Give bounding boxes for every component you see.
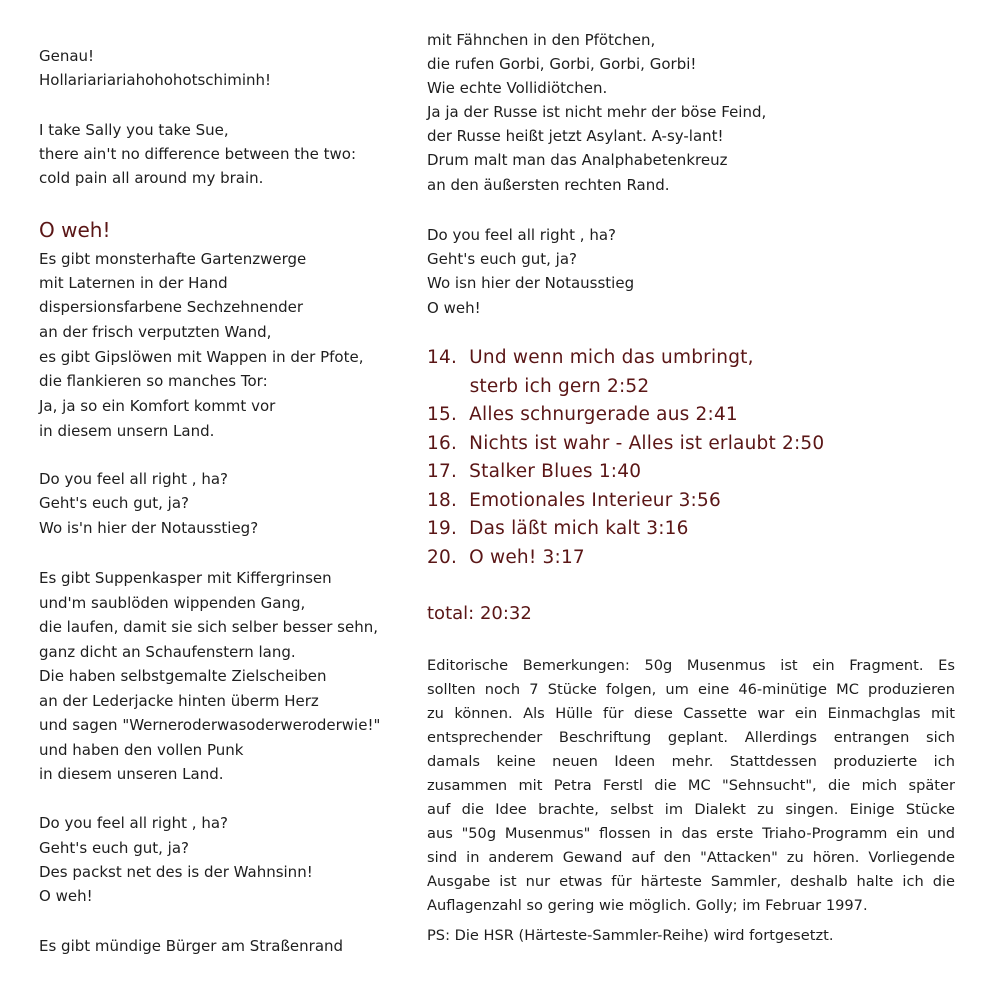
lyric-line: Geht's euch gut, ja? — [39, 839, 189, 857]
lyric-line: Hollariariariahohohotschiminh! — [39, 71, 272, 89]
notes-line: Auflagenzahl so gering wie möglich. Golly; im Februar 1997. — [427, 897, 868, 914]
track-item: 15. Alles schnurgerade aus 2:41 — [427, 404, 738, 425]
notes-line: entsprechender Beschriftung geplant. Allerdings entrangen sich — [427, 729, 955, 746]
lyric-line: I take Sally you take Sue, — [39, 121, 229, 139]
lyric-line: an den äußersten rechten Rand. — [427, 176, 670, 194]
song-title: O weh! — [39, 218, 111, 242]
notes-line: damals keine neuen Ideen mehr. Stattdessen produzierte ich — [427, 753, 955, 770]
notes-line: auf die Idee brachte, selbst im Dialekt zu singen. Einige Stücke — [427, 801, 955, 818]
track-item: 16. Nichts ist wahr - Alles ist erlaubt 2:50 — [427, 433, 825, 454]
lyric-line: und haben den vollen Punk — [39, 741, 244, 759]
track-item: 18. Emotionales Interieur 3:56 — [427, 490, 721, 511]
lyric-line: Es gibt Suppenkasper mit Kiffergrinsen — [39, 569, 332, 587]
postscript: PS: Die HSR (Härteste-Sammler-Reihe) wird fortgesetzt. — [427, 927, 834, 944]
lyric-line: Wie echte Vollidiötchen. — [427, 79, 608, 97]
lyric-line: dispersionsfarbene Sechzehnender — [39, 298, 304, 316]
lyric-line: cold pain all around my brain. — [39, 169, 264, 187]
lyric-line: ganz dicht an Schaufenstern lang. — [39, 643, 296, 661]
lyric-line: mit Laternen in der Hand — [39, 274, 228, 292]
lyric-line: in diesem unsern Land. — [39, 422, 215, 440]
lyric-line: der Russe heißt jetzt Asylant. A-sy-lant! — [427, 127, 724, 145]
lyric-line: mit Fähnchen in den Pfötchen, — [427, 31, 656, 49]
lyric-line: Do you feel all right , ha? — [427, 226, 617, 244]
lyric-line: Geht's euch gut, ja? — [427, 250, 577, 268]
track-item: sterb ich gern 2:52 — [427, 376, 650, 397]
lyric-line: an der frisch verputzten Wand, — [39, 323, 272, 341]
track-item: 20. O weh! 3:17 — [427, 547, 585, 568]
lyric-line: there ain't no difference between the two: — [39, 145, 357, 163]
notes-line: sind in anderem Gewand auf den "Attacken" zu hören. Vorliegende — [427, 849, 955, 866]
lyric-line: Drum malt man das Analphabetenkreuz — [427, 151, 728, 169]
lyric-line: Es gibt monsterhafte Gartenzwerge — [39, 250, 307, 268]
track-item: 19. Das läßt mich kalt 3:16 — [427, 518, 689, 539]
lyric-line: die laufen, damit sie sich selber besser sehn, — [39, 618, 378, 636]
lyric-line: Wo isn hier der Notausstieg — [427, 274, 635, 292]
lyric-line: Ja, ja so ein Komfort kommt vor — [39, 397, 276, 415]
lyric-line: die flankieren so manches Tor: — [39, 372, 268, 390]
total-duration: total: 20:32 — [427, 603, 532, 624]
lyric-line: Geht's euch gut, ja? — [39, 494, 189, 512]
track-item: 14. Und wenn mich das umbringt, — [427, 347, 754, 368]
lyric-line: und sagen "Werneroderwasoderweroderwie!" — [39, 716, 381, 734]
notes-line: aus "50g Musenmus" flossen in das erste Triaho-Programm ein und — [427, 825, 955, 842]
lyric-line: O weh! — [427, 299, 481, 317]
lyric-line: in diesem unseren Land. — [39, 765, 224, 783]
notes-line: zusammen mit Petra Ferstl die MC "Sehnsucht", die mich später — [427, 777, 955, 794]
notes-line: zu können. Als Hülle für diese Cassette war ein Einmachglas mit — [427, 705, 955, 722]
lyric-line: die rufen Gorbi, Gorbi, Gorbi, Gorbi! — [427, 55, 697, 73]
lyric-line: Es gibt mündige Bürger am Straßenrand — [39, 937, 344, 955]
lyric-line: Do you feel all right , ha? — [39, 814, 229, 832]
notes-line: sollten noch 7 Stücke folgen, um eine 46-minütige MC produzieren — [427, 681, 955, 698]
lyric-line: an der Lederjacke hinten überm Herz — [39, 692, 319, 710]
lyric-line: O weh! — [39, 887, 93, 905]
track-item: 17. Stalker Blues 1:40 — [427, 461, 642, 482]
lyric-line: Wo is'n hier der Notausstieg? — [39, 519, 259, 537]
notes-line: Ausgabe ist nur etwas für härteste Sammler, deshalb halte ich die — [427, 873, 955, 890]
lyric-line: und'm saublöden wippenden Gang, — [39, 594, 306, 612]
lyric-line: Die haben selbstgemalte Zielscheiben — [39, 667, 327, 685]
lyric-line: Genau! — [39, 47, 95, 65]
lyric-line: es gibt Gipslöwen mit Wappen in der Pfote, — [39, 348, 364, 366]
lyric-line: Des packst net des is der Wahnsinn! — [39, 863, 313, 881]
editorial-notes — [427, 654, 955, 918]
notes-line: Editorische Bemerkungen: 50g Musenmus ist ein Fragment. Es — [427, 657, 955, 674]
lyric-line: Do you feel all right , ha? — [39, 470, 229, 488]
lyric-line: Ja ja der Russe ist nicht mehr der böse Feind, — [427, 103, 767, 121]
